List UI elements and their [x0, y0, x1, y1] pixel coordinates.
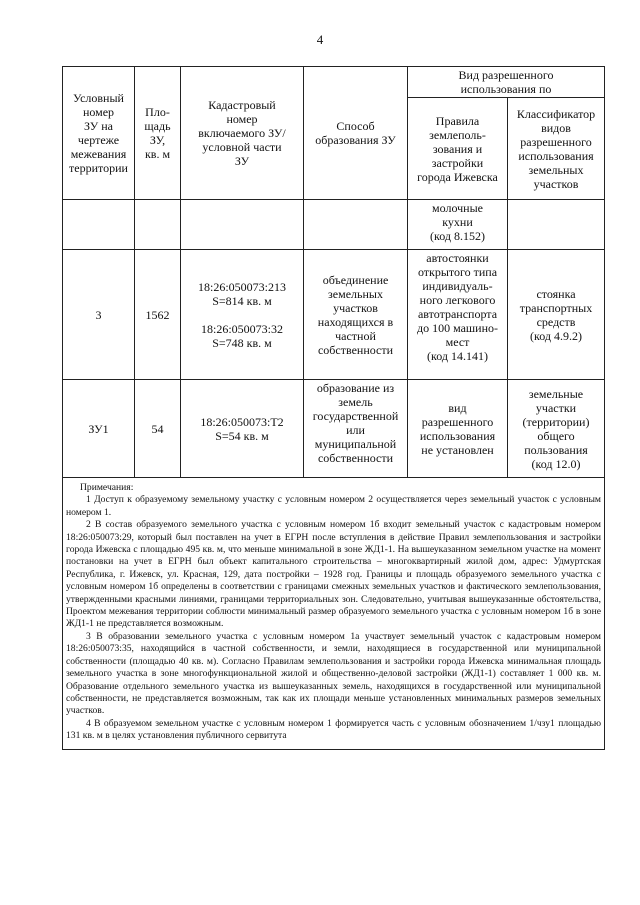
- header-permitted-use-group: Вид разрешенного использования по: [408, 67, 605, 98]
- page-number: 4: [316, 32, 324, 47]
- cell-plot-number: ЗУ1: [63, 380, 135, 478]
- cell-classifier: земельные участки (территории) общего пользования (код 12.0): [508, 380, 605, 478]
- table-row: [63, 250, 605, 380]
- cell-classifier: стоянка транспортных средств (код 4.9.2): [508, 250, 605, 380]
- cell-cadastral: 18:26:050073:213 S=814 кв. м 18:26:050073:32 S=748 кв. м: [181, 250, 304, 380]
- cell-cadastral: 18:26:050073:Т2 S=54 кв. м: [181, 380, 304, 478]
- notes-title: Примечания:: [80, 482, 134, 493]
- header-formation-method: Способ образования ЗУ: [304, 67, 408, 200]
- header-area: Пло- щадь ЗУ, кв. м: [135, 67, 181, 200]
- cell-zoning-rules: вид разрешенного использования не установлен: [408, 380, 508, 478]
- table-header-row: [63, 67, 605, 98]
- table-row: [63, 380, 605, 478]
- note-item: 1 Доступ к образуемому земельному участку с условным номером 2 осуществляется через земельный участок с условным номером 1.: [66, 494, 601, 518]
- land-plots-table: [62, 66, 605, 750]
- header-plot-number: Условный номер ЗУ на чертеже межевания территории: [63, 67, 135, 200]
- cell-plot-number: [63, 200, 135, 250]
- table-row: [63, 200, 605, 250]
- cell-area: [135, 200, 181, 250]
- notes-row: [63, 478, 605, 750]
- cell-area: 1562: [135, 250, 181, 380]
- header-cadastral-number: Кадастровый номер включаемого ЗУ/ условной части ЗУ: [181, 67, 304, 200]
- note-item: 2 В состав образуемого земельного участка с условным номером 1б входит земельный участок с кадастровым номером 18:26:050073:29, который был поставлен на учет в ЕГРН после вступления в действие Правил землепользования и застройки города Ижевска с площадью 495 кв. м, что меньше минимальной в зоне ЖД1-1. На вышеуказанном земельном участке на момент постановки на учет в ЕГРН был объект капитального строительства – многоквартирный жилой дом, адрес: Удмуртская Республика, г. Ижевск, ул. Красная, 129, дата постройки – 1928 год. Границы и площадь образуемого земельного участка с условным номером 1б определены в соответствии с границами смежных земельных участков и фактического землепользования, утвержденными красными линиями, границами территориальных зон. Следовательно, учитывая вышеуказанные обстоятельства, Проектом межевания территории соблюсти минимальный размер образуемого земельного участка с условным номером 1б в зоне ЖД1-1 не представляется возможным.: [66, 519, 601, 630]
- cell-zoning-rules: автостоянки открытого типа индивидуаль- ного легкового автотранспорта до 100 машино- мест (код 14.141): [408, 250, 508, 380]
- note-item: 4 В образуемом земельном участке с условным номером 1 формируется часть с условным обозначением 1/чзу1 площадью 131 кв. м в целях установления публичного сервитута: [66, 717, 601, 742]
- header-classifier: Классификатор видов разрешенного использования земельных участков: [508, 98, 605, 200]
- cell-plot-number: 3: [63, 250, 135, 380]
- cell-cadastral: [181, 200, 304, 250]
- note-item: 3 В образовании земельного участка с условным номером 1а участвует земельный участок с кадастровым номером 18:26:050073:35, находящийся в частной собственности, и земли, находящиеся в государственной или муниципальной собственности (площадью 40 кв. м). Согласно Правилам землепользования и застройки города Ижевска минимальная площадь земельного участка в зоне многофункциональной жилой и общественно-деловой застройки (ЖД1-1) составляет 1 000 кв. м. Образование отдельного земельного участка из вышеуказанных земель, находящихся в государственной или муниципальной собственности, не представляется возможным, так как их площади меньше установленных минимальных размеров земельных участков.: [66, 630, 601, 717]
- cell-method: образование из земель государственной или муниципальной собственности: [304, 380, 408, 478]
- cell-zoning-rules: молочные кухни (код 8.152): [408, 200, 508, 250]
- header-zoning-rules: Правила землеполь- зования и застройки города Ижевска: [408, 98, 508, 200]
- cell-method: объединение земельных участков находящихся в частной собственности: [304, 250, 408, 380]
- cell-method: [304, 200, 408, 250]
- cell-classifier: [508, 200, 605, 250]
- cell-area: 54: [135, 380, 181, 478]
- notes-cell: [63, 478, 605, 750]
